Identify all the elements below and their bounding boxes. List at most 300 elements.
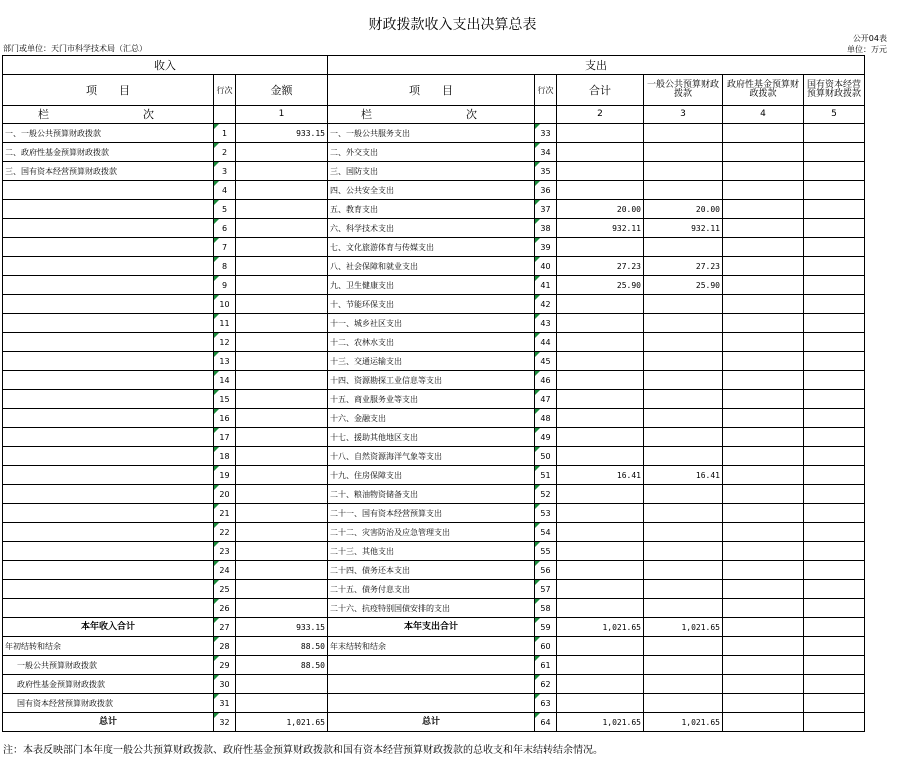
expense-general-cell <box>644 162 723 181</box>
expense-total-cell <box>557 599 644 618</box>
expense-state-cell <box>804 409 865 428</box>
grand-total-expense: 1,021.65 <box>557 713 644 732</box>
col-4: 4 <box>723 106 804 124</box>
expense-fund-cell <box>723 447 804 466</box>
expense-general-cell <box>644 485 723 504</box>
income-line-no: 9 <box>214 276 236 295</box>
table-row <box>3 466 865 485</box>
expense-line-no: 47 <box>535 390 557 409</box>
expense-total-cell: 27.23 <box>557 257 644 276</box>
expense-fund-cell <box>723 409 804 428</box>
expense-fund-cell <box>723 257 804 276</box>
expense-line-no: 52 <box>535 485 557 504</box>
expense-item: 七、文化旅游体育与传媒支出 <box>328 238 535 257</box>
form-code: 公开04表 <box>852 34 887 43</box>
page-title: 财政拨款收入支出决算总表 <box>368 17 537 33</box>
income-amount <box>236 504 328 523</box>
table-row: 本年收入合计 27 933.15 本年支出合计 59 1,021.65 1,021.65 <box>3 618 865 637</box>
income-line-no: 13 <box>214 352 236 371</box>
income-item <box>3 561 214 580</box>
table-row <box>3 504 865 523</box>
table-row <box>3 580 865 599</box>
income-item <box>3 352 214 371</box>
expense-state-cell <box>804 200 865 219</box>
expense-state-cell <box>804 124 865 143</box>
income-amount <box>236 599 328 618</box>
expense-total-cell: 932.11 <box>557 219 644 238</box>
expense-total-cell: 25.90 <box>557 276 644 295</box>
expense-item: 二十五、债务付息支出 <box>328 580 535 599</box>
income-amount <box>236 523 328 542</box>
income-amount <box>236 485 328 504</box>
expense-total-cell <box>557 542 644 561</box>
income-line-no: 14 <box>214 371 236 390</box>
income-amount <box>236 257 328 276</box>
gov-fund-header: 政府性基金预算财政拨款 <box>723 75 804 106</box>
expense-fund-cell <box>723 504 804 523</box>
expense-line-no: 37 <box>535 200 557 219</box>
income-header: 收入 <box>3 56 328 75</box>
general-budget-header: 一般公共预算财政拨款 <box>644 75 723 106</box>
income-line-no: 17 <box>214 428 236 447</box>
expense-item: 十九、住房保障支出 <box>328 466 535 485</box>
expense-general-cell <box>644 428 723 447</box>
income-amount <box>236 542 328 561</box>
expense-total-cell <box>557 523 644 542</box>
table-row <box>3 352 865 371</box>
expense-general-cell <box>644 333 723 352</box>
income-line-no: 11 <box>214 314 236 333</box>
income-amount <box>236 466 328 485</box>
expense-general-cell: 16.41 <box>644 466 723 485</box>
expense-fund-cell <box>723 333 804 352</box>
table-row <box>3 333 865 352</box>
income-line-no: 19 <box>214 466 236 485</box>
expense-general-cell <box>644 295 723 314</box>
expense-state-cell <box>804 162 865 181</box>
expense-fund-cell <box>723 124 804 143</box>
expense-general-cell <box>644 409 723 428</box>
income-item <box>3 314 214 333</box>
expense-state-cell <box>804 333 865 352</box>
expense-total-cell <box>557 409 644 428</box>
table-row <box>3 124 865 143</box>
expense-item: 二十二、灾害防治及应急管理支出 <box>328 523 535 542</box>
expense-state-cell <box>804 371 865 390</box>
income-line-no: 16 <box>214 409 236 428</box>
income-line-no: 23 <box>214 542 236 561</box>
income-item <box>3 428 214 447</box>
expense-general-cell <box>644 447 723 466</box>
table-row: 一般公共预算财政拨款 29 88.50 61 <box>3 656 865 675</box>
income-item: 一、一般公共预算财政拨款 <box>3 124 214 143</box>
income-line-no: 18 <box>214 447 236 466</box>
expense-fund-cell <box>723 542 804 561</box>
table-row <box>3 219 865 238</box>
income-item <box>3 295 214 314</box>
expense-line-no: 50 <box>535 447 557 466</box>
expense-state-cell <box>804 504 865 523</box>
income-item <box>3 219 214 238</box>
expense-general-cell <box>644 143 723 162</box>
income-line-no: 12 <box>214 333 236 352</box>
income-line-no: 21 <box>214 504 236 523</box>
expense-general-cell <box>644 181 723 200</box>
expense-item: 十三、交通运输支出 <box>328 352 535 371</box>
income-line-no: 4 <box>214 181 236 200</box>
income-item <box>3 371 214 390</box>
expense-total-cell <box>557 162 644 181</box>
table-row <box>3 200 865 219</box>
income-total-amount: 933.15 <box>236 618 328 637</box>
expense-item: 十一、城乡社区支出 <box>328 314 535 333</box>
col-1: 1 <box>236 106 328 124</box>
expense-item: 十五、商业服务业等支出 <box>328 390 535 409</box>
table-row <box>3 599 865 618</box>
expense-state-cell <box>804 219 865 238</box>
expense-line-no: 53 <box>535 504 557 523</box>
income-line-no: 24 <box>214 561 236 580</box>
expense-fund-cell <box>723 181 804 200</box>
expense-state-cell <box>804 143 865 162</box>
expense-fund-cell <box>723 143 804 162</box>
expense-item-header: 项 目 <box>328 75 535 106</box>
expense-item: 五、教育支出 <box>328 200 535 219</box>
expense-fund-cell <box>723 523 804 542</box>
unit-label: 单位：万元 <box>847 45 887 54</box>
expense-line-no: 54 <box>535 523 557 542</box>
income-item <box>3 238 214 257</box>
income-amount <box>236 428 328 447</box>
expense-state-cell <box>804 181 865 200</box>
income-line-header: 行次 <box>214 75 236 106</box>
income-line-no: 2 <box>214 143 236 162</box>
expense-state-cell <box>804 485 865 504</box>
expense-total-cell: 16.41 <box>557 466 644 485</box>
expense-line-no: 45 <box>535 352 557 371</box>
income-line-no: 26 <box>214 599 236 618</box>
table-row <box>3 238 865 257</box>
expense-state-cell <box>804 580 865 599</box>
grand-total-label: 总计 <box>3 713 214 732</box>
expense-general-cell <box>644 504 723 523</box>
table-row <box>3 390 865 409</box>
expense-state-cell <box>804 523 865 542</box>
expense-fund-cell <box>723 162 804 181</box>
col-2: 2 <box>557 106 644 124</box>
income-line-no: 1 <box>214 124 236 143</box>
income-amount <box>236 333 328 352</box>
income-amount <box>236 143 328 162</box>
income-line-no: 25 <box>214 580 236 599</box>
expense-general-cell <box>644 561 723 580</box>
expense-fund-cell <box>723 219 804 238</box>
expense-general-cell <box>644 371 723 390</box>
income-amount <box>236 371 328 390</box>
expense-total-cell <box>557 371 644 390</box>
expense-line-no: 48 <box>535 409 557 428</box>
expense-total-cell <box>557 238 644 257</box>
income-line-no: 7 <box>214 238 236 257</box>
income-item <box>3 200 214 219</box>
expense-line-no: 58 <box>535 599 557 618</box>
table-row <box>3 523 865 542</box>
income-item <box>3 181 214 200</box>
expense-item: 十七、援助其他地区支出 <box>328 428 535 447</box>
expense-general-cell <box>644 580 723 599</box>
expense-line-no: 51 <box>535 466 557 485</box>
expense-state-cell <box>804 295 865 314</box>
income-line-no: 6 <box>214 219 236 238</box>
department-label: 部门或单位：天门市科学技术局（汇总） <box>3 44 147 53</box>
expense-general-cell: 27.23 <box>644 257 723 276</box>
expense-state-cell <box>804 428 865 447</box>
income-item <box>3 504 214 523</box>
column-label: 栏 次 <box>3 106 214 124</box>
expense-line-no: 42 <box>535 295 557 314</box>
expense-line-no: 44 <box>535 333 557 352</box>
income-item <box>3 523 214 542</box>
expense-state-cell <box>804 276 865 295</box>
expense-line-no: 34 <box>535 143 557 162</box>
carry-in-label: 年初结转和结余 <box>3 637 214 656</box>
table-row <box>3 181 865 200</box>
income-amount <box>236 162 328 181</box>
income-amount <box>236 390 328 409</box>
income-amount <box>236 447 328 466</box>
income-amount <box>236 181 328 200</box>
carry-in-general-amount: 88.50 <box>236 656 328 675</box>
expense-item: 八、社会保障和就业支出 <box>328 257 535 276</box>
expense-line-no: 33 <box>535 124 557 143</box>
income-item <box>3 447 214 466</box>
expense-fund-cell <box>723 352 804 371</box>
expense-state-cell <box>804 542 865 561</box>
expense-item: 六、科学技术支出 <box>328 219 535 238</box>
carry-in-general-label: 一般公共预算财政拨款 <box>3 656 214 675</box>
income-amount <box>236 409 328 428</box>
grand-total-label: 总计 <box>328 713 535 732</box>
expense-fund-cell <box>723 371 804 390</box>
expense-fund-cell <box>723 428 804 447</box>
expense-total-cell <box>557 143 644 162</box>
expense-state-cell <box>804 390 865 409</box>
income-line-no: 22 <box>214 523 236 542</box>
expense-fund-cell <box>723 390 804 409</box>
table-row <box>3 409 865 428</box>
footnote: 注：本表反映部门本年度一般公共预算财政拨款、政府性基金预算财政拨款和国有资本经营预算财政拨款的总收支和年末结转结余情况。 <box>3 745 603 756</box>
table-row <box>3 485 865 504</box>
expense-general-cell: 20.00 <box>644 200 723 219</box>
income-item-header: 项 目 <box>3 75 214 106</box>
expense-item: 一、一般公共服务支出 <box>328 124 535 143</box>
expense-fund-cell <box>723 314 804 333</box>
expense-item: 九、卫生健康支出 <box>328 276 535 295</box>
carry-out-label: 年末结转和结余 <box>328 637 535 656</box>
budget-table <box>2 55 865 732</box>
expense-line-no: 39 <box>535 238 557 257</box>
expense-item: 十、节能环保支出 <box>328 295 535 314</box>
expense-item: 二十三、其他支出 <box>328 542 535 561</box>
expense-line-no: 56 <box>535 561 557 580</box>
grand-total-income: 1,021.65 <box>236 713 328 732</box>
expense-fund-cell <box>723 200 804 219</box>
expense-fund-cell <box>723 580 804 599</box>
income-total-label: 本年收入合计 <box>3 618 214 637</box>
expense-state-cell <box>804 314 865 333</box>
table-row: 国有资本经营预算财政拨款 31 63 <box>3 694 865 713</box>
table-row <box>3 561 865 580</box>
expense-fund-cell <box>723 599 804 618</box>
income-item <box>3 542 214 561</box>
table-row <box>3 447 865 466</box>
col-5: 5 <box>804 106 865 124</box>
expense-item: 二、外交支出 <box>328 143 535 162</box>
expense-total-cell <box>557 428 644 447</box>
expense-state-cell <box>804 257 865 276</box>
table-row <box>3 276 865 295</box>
expense-total-cell <box>557 390 644 409</box>
state-capital-header: 国有资本经营预算财政拨款 <box>804 75 865 106</box>
expense-item: 十四、资源勘探工业信息等支出 <box>328 371 535 390</box>
expense-state-cell <box>804 599 865 618</box>
expense-line-no: 36 <box>535 181 557 200</box>
expense-general-cell: 932.11 <box>644 219 723 238</box>
income-item <box>3 333 214 352</box>
expense-general-cell: 25.90 <box>644 276 723 295</box>
column-label: 栏 次 <box>328 106 535 124</box>
expense-item: 二十、粮油物资储备支出 <box>328 485 535 504</box>
income-item <box>3 390 214 409</box>
expense-total-cell <box>557 181 644 200</box>
expense-total-cell <box>557 504 644 523</box>
expense-item: 三、国防支出 <box>328 162 535 181</box>
expense-state-cell <box>804 466 865 485</box>
expense-total-cell <box>557 295 644 314</box>
table-row <box>3 371 865 390</box>
table-row <box>3 314 865 333</box>
carry-in-state-label: 国有资本经营预算财政拨款 <box>3 694 214 713</box>
expense-item: 十二、农林水支出 <box>328 333 535 352</box>
income-line-no: 3 <box>214 162 236 181</box>
expense-header: 支出 <box>328 56 865 75</box>
income-item <box>3 485 214 504</box>
expense-item: 十八、自然资源海洋气象等支出 <box>328 447 535 466</box>
table-row <box>3 162 865 181</box>
table-row: 年初结转和结余 28 88.50 年末结转和结余 60 <box>3 637 865 656</box>
expense-fund-cell <box>723 238 804 257</box>
income-amount: 933.15 <box>236 124 328 143</box>
income-amount <box>236 352 328 371</box>
income-item <box>3 276 214 295</box>
expense-fund-cell <box>723 466 804 485</box>
income-amount <box>236 580 328 599</box>
table-row <box>3 143 865 162</box>
expense-total-general: 1,021.65 <box>644 618 723 637</box>
expense-general-cell <box>644 238 723 257</box>
table-row <box>3 542 865 561</box>
expense-total-cell <box>557 333 644 352</box>
expense-state-cell <box>804 447 865 466</box>
expense-general-cell <box>644 352 723 371</box>
income-item: 二、政府性基金预算财政拨款 <box>3 143 214 162</box>
expense-line-no: 43 <box>535 314 557 333</box>
expense-total-cell <box>557 485 644 504</box>
expense-line-no: 40 <box>535 257 557 276</box>
income-line-no: 5 <box>214 200 236 219</box>
table-row <box>3 428 865 447</box>
expense-fund-cell <box>723 295 804 314</box>
income-amount <box>236 200 328 219</box>
income-item <box>3 466 214 485</box>
expense-fund-cell <box>723 561 804 580</box>
income-line-no: 15 <box>214 390 236 409</box>
expense-total-cell <box>557 314 644 333</box>
expense-line-no: 55 <box>535 542 557 561</box>
expense-item: 二十一、国有资本经营预算支出 <box>328 504 535 523</box>
expense-state-cell <box>804 561 865 580</box>
income-amount <box>236 314 328 333</box>
income-line-no: 20 <box>214 485 236 504</box>
table-row: 政府性基金预算财政拨款 30 62 <box>3 675 865 694</box>
expense-total-cell: 20.00 <box>557 200 644 219</box>
expense-item: 二十四、债务还本支出 <box>328 561 535 580</box>
expense-total-cell <box>557 352 644 371</box>
expense-general-cell <box>644 542 723 561</box>
expense-line-no: 41 <box>535 276 557 295</box>
expense-total-cell <box>557 447 644 466</box>
income-item: 三、国有资本经营预算财政拨款 <box>3 162 214 181</box>
carry-in-fund-label: 政府性基金预算财政拨款 <box>3 675 214 694</box>
expense-state-cell <box>804 352 865 371</box>
expense-item: 十六、金融支出 <box>328 409 535 428</box>
expense-line-header: 行次 <box>535 75 557 106</box>
expense-total-cell <box>557 580 644 599</box>
income-item <box>3 409 214 428</box>
expense-general-cell <box>644 124 723 143</box>
income-line-no: 10 <box>214 295 236 314</box>
expense-line-no: 35 <box>535 162 557 181</box>
expense-fund-cell <box>723 276 804 295</box>
income-line-no: 8 <box>214 257 236 276</box>
carry-in-amount: 88.50 <box>236 637 328 656</box>
income-amount <box>236 276 328 295</box>
expense-item: 四、公共安全支出 <box>328 181 535 200</box>
expense-total-cell <box>557 124 644 143</box>
income-item <box>3 257 214 276</box>
income-amount <box>236 561 328 580</box>
expense-line-no: 49 <box>535 428 557 447</box>
grand-total-general: 1,021.65 <box>644 713 723 732</box>
income-amount <box>236 219 328 238</box>
income-item <box>3 599 214 618</box>
table-row <box>3 295 865 314</box>
table-row <box>3 257 865 276</box>
expense-total-cell <box>557 561 644 580</box>
income-amount <box>236 238 328 257</box>
expense-fund-cell <box>723 485 804 504</box>
expense-general-cell <box>644 314 723 333</box>
total-header: 合计 <box>557 75 644 106</box>
expense-general-cell <box>644 390 723 409</box>
amount-header: 金额 <box>236 75 328 106</box>
expense-total-label: 本年支出合计 <box>328 618 535 637</box>
income-item <box>3 580 214 599</box>
expense-state-cell <box>804 238 865 257</box>
expense-line-no: 57 <box>535 580 557 599</box>
table-row: 总计 32 1,021.65 总计 64 1,021.65 1,021.65 <box>3 713 865 732</box>
expense-item: 二十六、抗疫特别国债安排的支出 <box>328 599 535 618</box>
